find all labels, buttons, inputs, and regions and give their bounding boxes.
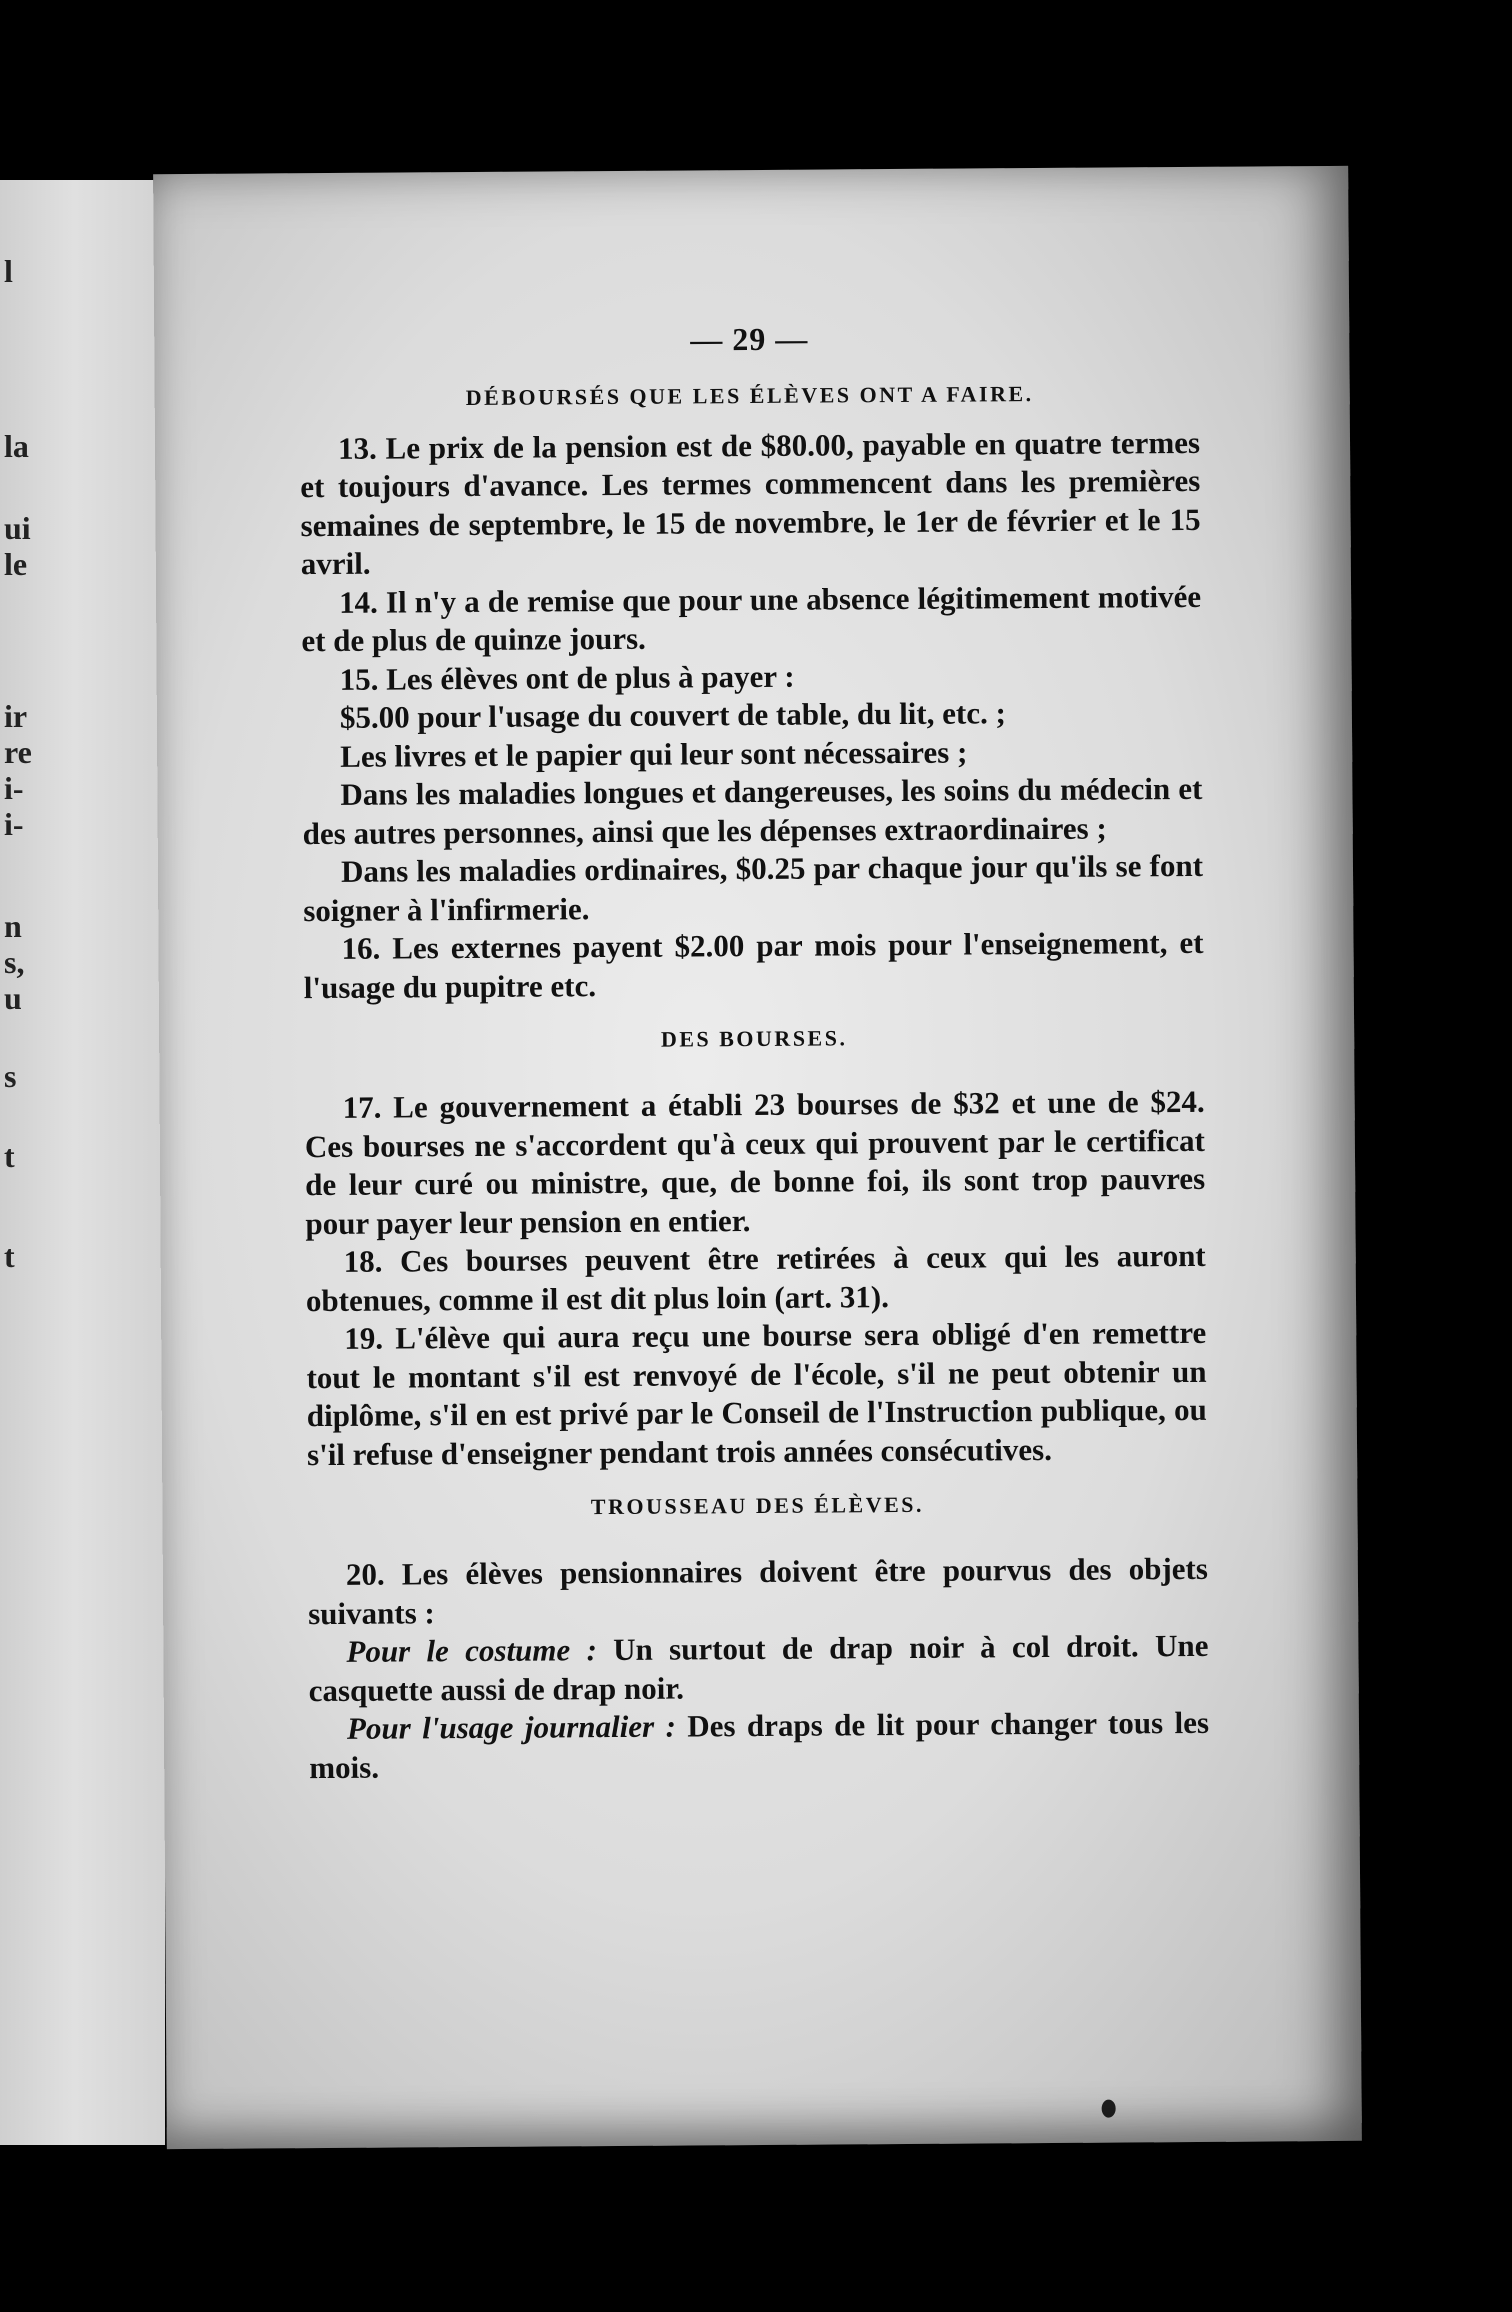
article-13: 13. Le prix de la pension est de $80.00, payable en quatre termes et toujours d'avance. Les termes commencent dans les premières semaines de septembre, le 15 de novembre, le 1er de février et le 15 avril.	[300, 424, 1201, 582]
book-page	[153, 166, 1362, 2149]
facing-page-fragment: le	[4, 546, 28, 582]
article-20: 20. Les élèves pensionnaires doivent être pourvus des objets suivants :	[308, 1550, 1209, 1631]
facing-page-fragment: i-	[4, 806, 24, 842]
costume-label: Pour le costume :	[346, 1632, 597, 1669]
facing-page-fragment: s,	[4, 944, 25, 980]
article-16: 16. Les externes payent $2.00 par mois pour l'enseignement, et l'usage du pupitre etc.	[303, 924, 1204, 1005]
facing-page-fragment: u	[4, 980, 22, 1016]
facing-page-fragment: i-	[4, 770, 24, 806]
usage-label: Pour l'usage journalier :	[346, 1708, 676, 1746]
page-content	[299, 317, 1209, 1787]
section-heading-bourses: DES BOURSES.	[660, 1025, 848, 1052]
ink-smudge	[1102, 2100, 1116, 2118]
facing-page-fragment: la	[4, 428, 29, 464]
facing-page-fragment: t	[4, 1238, 15, 1274]
article-17: 17. Le gouvernement a établi 23 bourses de $32 et une de $24. Ces bourses ne s'accordent qu'à ceux qui prouvent par le certificat de leur curé ou ministre, que, de bonne foi, ils sont trop pauvres pour payer leur pension en entier.	[304, 1083, 1206, 1241]
facing-page-edge	[0, 180, 165, 2145]
facing-page-fragment: ui	[4, 510, 31, 546]
costume-text: Un surtout de drap noir à col droit. Une casquette aussi de drap noir.	[308, 1627, 1209, 1708]
article-15-item-books: Les livres et le papier qui leur sont nécessaires ;	[340, 734, 968, 774]
usage-line	[309, 1704, 1210, 1787]
article-14: 14. Il n'y a de remise que pour une absence légitimement motivée et de plus de quinze jours.	[301, 578, 1202, 659]
facing-page-fragment: re	[4, 734, 32, 770]
article-18: 18. Ces bourses peuvent être retirées à ceux qui les auront obtenues, comme il est dit plus loin (art. 31).	[305, 1237, 1206, 1318]
facing-page-fragment: t	[4, 1138, 15, 1174]
facing-page-fragment: s	[4, 1058, 17, 1094]
facing-page-fragment: l	[4, 253, 13, 289]
article-15-item-table: $5.00 pour l'usage du couvert de table, du lit, etc. ;	[339, 695, 1006, 735]
article-15-item-ordinary-illness: Dans les maladies ordinaires, $0.25 par chaque jour qu'ils se font soigner à l'infirmerie.	[303, 847, 1204, 928]
costume-line	[308, 1627, 1209, 1710]
section-heading-trousseau: TROUSSEAU DES ÉLÈVES.	[590, 1491, 925, 1520]
usage-text: Des draps de lit pour changer tous les mois.	[309, 1704, 1210, 1785]
facing-page-fragment: n	[4, 908, 22, 944]
page-number: — 29 —	[690, 320, 809, 358]
facing-page-fragment: ir	[4, 698, 28, 734]
article-15: 15. Les élèves ont de plus à payer :	[339, 658, 795, 697]
section-heading-deboursees: DÉBOURSÉS QUE LES ÉLÈVES ONT A FAIRE.	[465, 380, 1034, 410]
article-15-item-serious-illness: Dans les maladies longues et dangereuses, les soins du médecin et des autres personnes, ainsi que les dépenses extraordinaires ;	[302, 770, 1203, 851]
article-19: 19. L'élève qui aura reçu une bourse sera obligé d'en remettre tout le montant s'il est renvoyé de l'école, s'il ne peut obtenir un diplôme, s'il en est privé par le Conseil de l'Instruction publique, ou s'il refuse d'enseigner pendant trois années consécutives.	[306, 1314, 1207, 1472]
